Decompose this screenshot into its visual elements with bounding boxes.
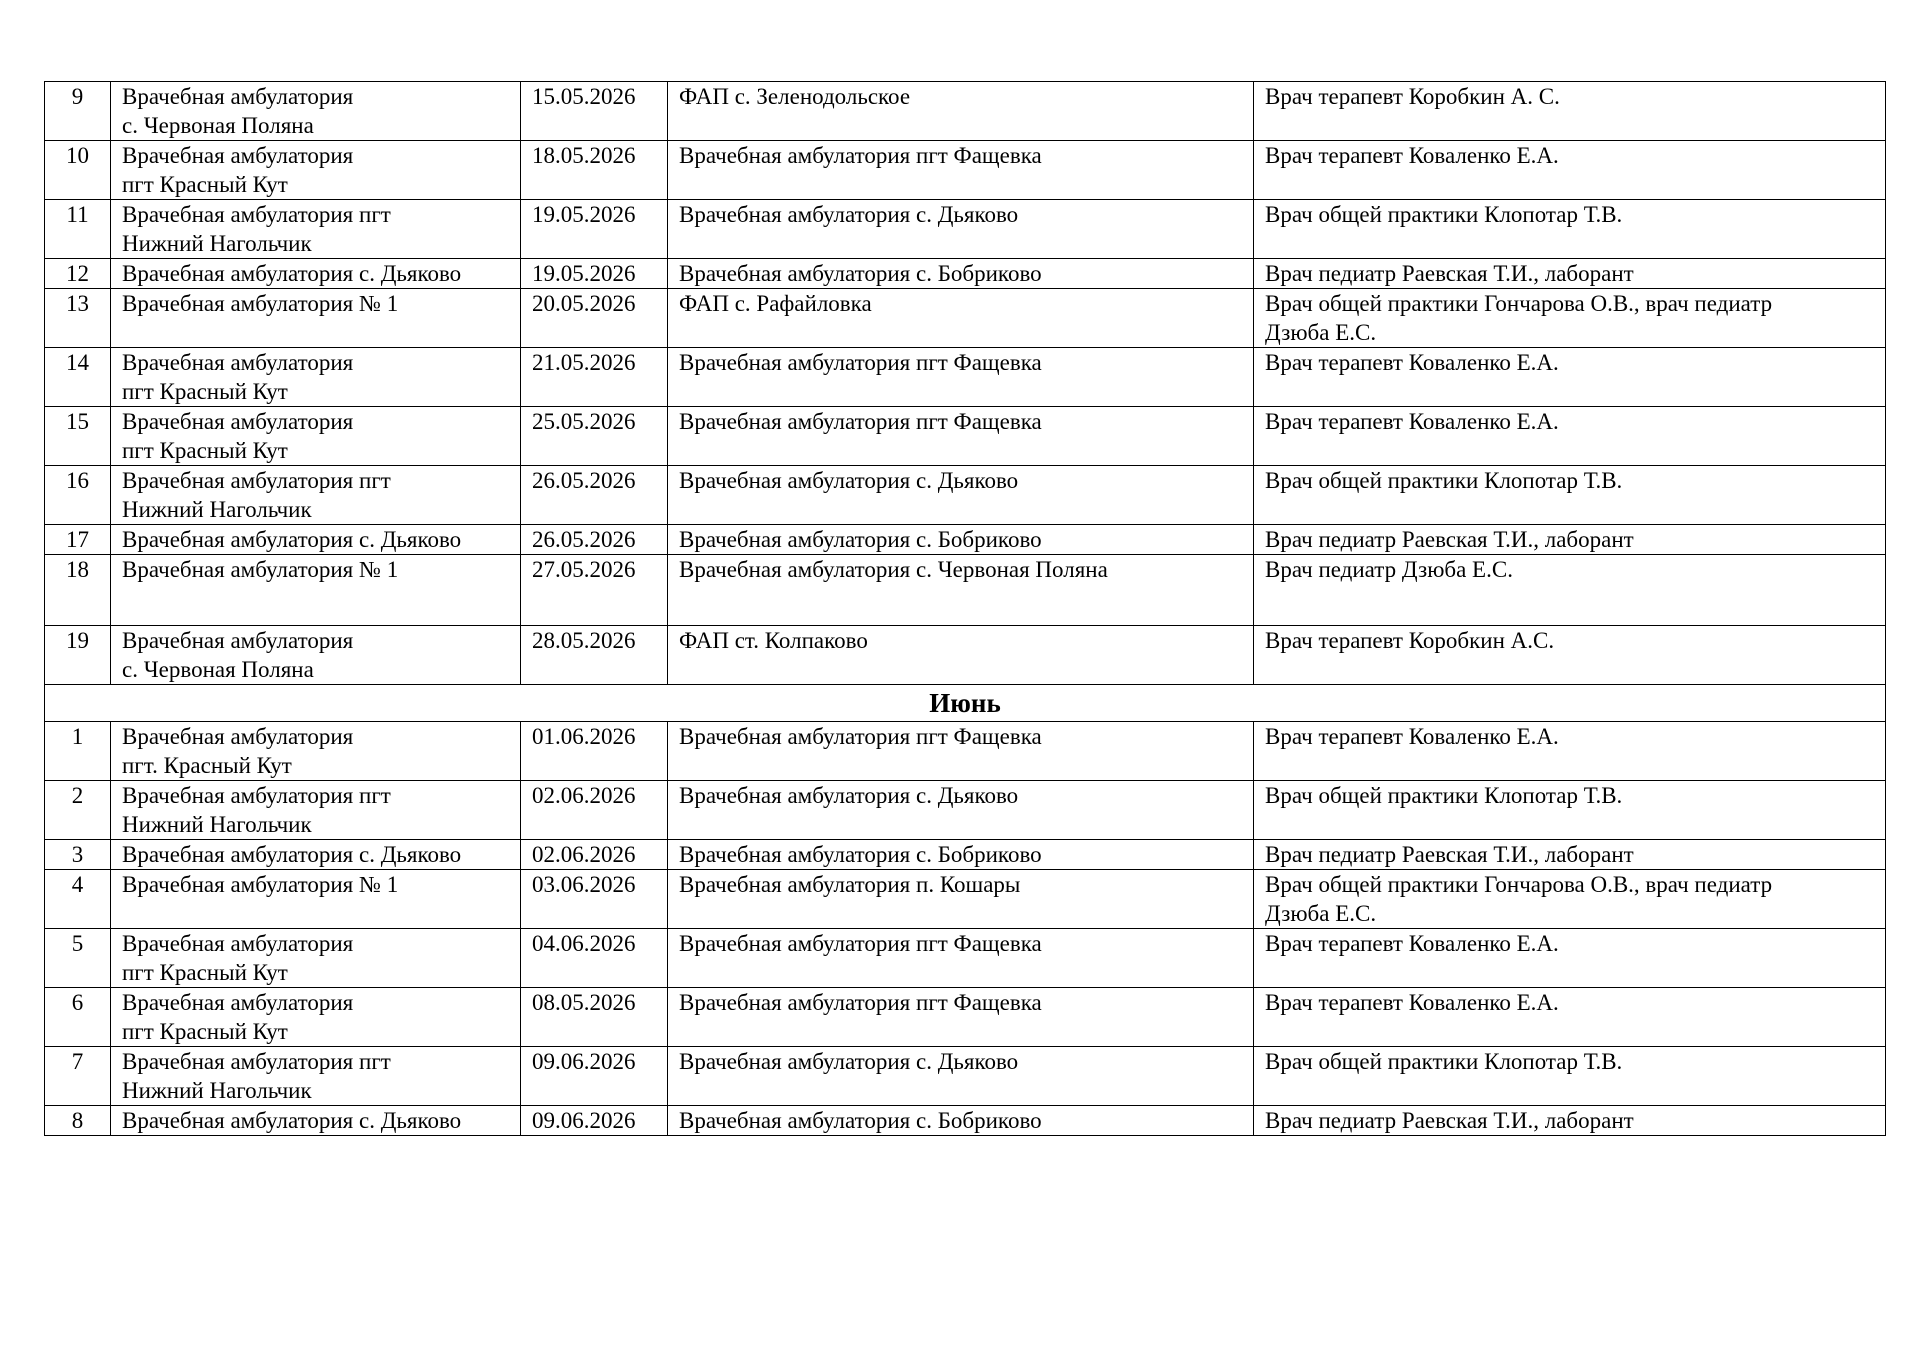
destination-cell: Врачебная амбулатория с. Бобриково xyxy=(668,525,1254,555)
visit-date-cell: 02.06.2026 xyxy=(521,840,668,870)
table-row xyxy=(45,626,1886,685)
staff-cell: Врач общей практики Клопотар Т.В. xyxy=(1254,466,1886,525)
schedule-table-body xyxy=(45,82,1886,1136)
schedule-table xyxy=(44,81,1886,1136)
visit-date-cell: 18.05.2026 xyxy=(521,141,668,200)
table-row xyxy=(45,259,1886,289)
staff-cell: Врач терапевт Коваленко Е.А. xyxy=(1254,407,1886,466)
visit-date-cell: 03.06.2026 xyxy=(521,870,668,929)
destination-cell: Врачебная амбулатория пгт Фащевка xyxy=(668,407,1254,466)
destination-cell: Врачебная амбулатория с. Бобриково xyxy=(668,259,1254,289)
table-row xyxy=(45,988,1886,1047)
destination-cell: ФАП с. Зеленодольское xyxy=(668,82,1254,141)
destination-cell: Врачебная амбулатория пгт Фащевка xyxy=(668,348,1254,407)
staff-cell: Врач педиатр Раевская Т.И., лаборант xyxy=(1254,1106,1886,1136)
destination-cell: Врачебная амбулатория с. Червоная Поляна xyxy=(668,555,1254,626)
visit-date-cell: 20.05.2026 xyxy=(521,289,668,348)
month-header-row xyxy=(45,685,1886,722)
row-number-cell: 1 xyxy=(45,722,111,781)
staff-cell: Врач терапевт Коваленко Е.А. xyxy=(1254,722,1886,781)
row-number-cell: 5 xyxy=(45,929,111,988)
sending-facility-cell: Врачебная амбулатория пгт Красный Кут xyxy=(111,929,521,988)
visit-date-cell: 26.05.2026 xyxy=(521,525,668,555)
row-number-cell: 2 xyxy=(45,781,111,840)
destination-cell: ФАП ст. Колпаково xyxy=(668,626,1254,685)
table-row xyxy=(45,929,1886,988)
visit-date-cell: 15.05.2026 xyxy=(521,82,668,141)
sending-facility-cell: Врачебная амбулатория пгт. Красный Кут xyxy=(111,722,521,781)
row-number-cell: 6 xyxy=(45,988,111,1047)
sending-facility-cell: Врачебная амбулатория пгт Красный Кут xyxy=(111,407,521,466)
staff-cell: Врач педиатр Дзюба Е.С. xyxy=(1254,555,1886,626)
month-title: Июнь xyxy=(45,685,1886,722)
sending-facility-cell: Врачебная амбулатория № 1 xyxy=(111,289,521,348)
visit-date-cell: 09.06.2026 xyxy=(521,1106,668,1136)
table-row xyxy=(45,141,1886,200)
visit-date-cell: 25.05.2026 xyxy=(521,407,668,466)
row-number-cell: 8 xyxy=(45,1106,111,1136)
table-row xyxy=(45,200,1886,259)
destination-cell: Врачебная амбулатория с. Бобриково xyxy=(668,840,1254,870)
visit-date-cell: 04.06.2026 xyxy=(521,929,668,988)
table-row xyxy=(45,555,1886,626)
visit-date-cell: 26.05.2026 xyxy=(521,466,668,525)
visit-date-cell: 01.06.2026 xyxy=(521,722,668,781)
destination-cell: Врачебная амбулатория пгт Фащевка xyxy=(668,988,1254,1047)
row-number-cell: 14 xyxy=(45,348,111,407)
visit-date-cell: 21.05.2026 xyxy=(521,348,668,407)
visit-date-cell: 08.05.2026 xyxy=(521,988,668,1047)
table-row xyxy=(45,870,1886,929)
sending-facility-cell: Врачебная амбулатория пгт Красный Кут xyxy=(111,988,521,1047)
sending-facility-cell: Врачебная амбулатория № 1 xyxy=(111,870,521,929)
row-number-cell: 19 xyxy=(45,626,111,685)
staff-cell: Врач общей практики Гончарова О.В., врач педиатр Дзюба Е.С. xyxy=(1254,870,1886,929)
row-number-cell: 3 xyxy=(45,840,111,870)
destination-cell: Врачебная амбулатория п. Кошары xyxy=(668,870,1254,929)
table-row xyxy=(45,525,1886,555)
row-number-cell: 18 xyxy=(45,555,111,626)
staff-cell: Врач терапевт Коваленко Е.А. xyxy=(1254,988,1886,1047)
staff-cell: Врач общей практики Клопотар Т.В. xyxy=(1254,200,1886,259)
destination-cell: Врачебная амбулатория пгт Фащевка xyxy=(668,141,1254,200)
table-row xyxy=(45,466,1886,525)
destination-cell: Врачебная амбулатория с. Дьяково xyxy=(668,781,1254,840)
row-number-cell: 17 xyxy=(45,525,111,555)
table-row xyxy=(45,289,1886,348)
sending-facility-cell: Врачебная амбулатория пгт Нижний Нагольчик xyxy=(111,466,521,525)
table-row xyxy=(45,407,1886,466)
visit-date-cell: 19.05.2026 xyxy=(521,200,668,259)
destination-cell: Врачебная амбулатория с. Дьяково xyxy=(668,466,1254,525)
sending-facility-cell: Врачебная амбулатория № 1 xyxy=(111,555,521,626)
row-number-cell: 11 xyxy=(45,200,111,259)
destination-cell: ФАП с. Рафайловка xyxy=(668,289,1254,348)
schedule-page xyxy=(44,81,1885,1136)
row-number-cell: 16 xyxy=(45,466,111,525)
visit-date-cell: 02.06.2026 xyxy=(521,781,668,840)
sending-facility-cell: Врачебная амбулатория с. Дьяково xyxy=(111,1106,521,1136)
visit-date-cell: 19.05.2026 xyxy=(521,259,668,289)
sending-facility-cell: Врачебная амбулатория пгт Нижний Нагольчик xyxy=(111,200,521,259)
visit-date-cell: 09.06.2026 xyxy=(521,1047,668,1106)
row-number-cell: 15 xyxy=(45,407,111,466)
sending-facility-cell: Врачебная амбулатория с. Дьяково xyxy=(111,259,521,289)
table-row xyxy=(45,348,1886,407)
row-number-cell: 4 xyxy=(45,870,111,929)
sending-facility-cell: Врачебная амбулатория пгт Красный Кут xyxy=(111,141,521,200)
staff-cell: Врач терапевт Коваленко Е.А. xyxy=(1254,929,1886,988)
sending-facility-cell: Врачебная амбулатория с. Дьяково xyxy=(111,840,521,870)
table-row xyxy=(45,82,1886,141)
staff-cell: Врач педиатр Раевская Т.И., лаборант xyxy=(1254,840,1886,870)
sending-facility-cell: Врачебная амбулатория пгт Красный Кут xyxy=(111,348,521,407)
staff-cell: Врач педиатр Раевская Т.И., лаборант xyxy=(1254,525,1886,555)
table-row xyxy=(45,722,1886,781)
destination-cell: Врачебная амбулатория пгт Фащевка xyxy=(668,722,1254,781)
destination-cell: Врачебная амбулатория пгт Фащевка xyxy=(668,929,1254,988)
destination-cell: Врачебная амбулатория с. Дьяково xyxy=(668,1047,1254,1106)
row-number-cell: 13 xyxy=(45,289,111,348)
staff-cell: Врач терапевт Коробкин А. С. xyxy=(1254,82,1886,141)
sending-facility-cell: Врачебная амбулатория пгт Нижний Нагольчик xyxy=(111,1047,521,1106)
visit-date-cell: 27.05.2026 xyxy=(521,555,668,626)
staff-cell: Врач терапевт Коробкин А.С. xyxy=(1254,626,1886,685)
staff-cell: Врач общей практики Клопотар Т.В. xyxy=(1254,1047,1886,1106)
staff-cell: Врач терапевт Коваленко Е.А. xyxy=(1254,141,1886,200)
staff-cell: Врач педиатр Раевская Т.И., лаборант xyxy=(1254,259,1886,289)
visit-date-cell: 28.05.2026 xyxy=(521,626,668,685)
destination-cell: Врачебная амбулатория с. Бобриково xyxy=(668,1106,1254,1136)
staff-cell: Врач общей практики Клопотар Т.В. xyxy=(1254,781,1886,840)
row-number-cell: 10 xyxy=(45,141,111,200)
destination-cell: Врачебная амбулатория с. Дьяково xyxy=(668,200,1254,259)
table-row xyxy=(45,1047,1886,1106)
sending-facility-cell: Врачебная амбулатория с. Червоная Поляна xyxy=(111,626,521,685)
row-number-cell: 12 xyxy=(45,259,111,289)
table-row xyxy=(45,840,1886,870)
sending-facility-cell: Врачебная амбулатория с. Дьяково xyxy=(111,525,521,555)
table-row xyxy=(45,781,1886,840)
staff-cell: Врач общей практики Гончарова О.В., врач педиатр Дзюба Е.С. xyxy=(1254,289,1886,348)
staff-cell: Врач терапевт Коваленко Е.А. xyxy=(1254,348,1886,407)
row-number-cell: 9 xyxy=(45,82,111,141)
row-number-cell: 7 xyxy=(45,1047,111,1106)
sending-facility-cell: Врачебная амбулатория с. Червоная Поляна xyxy=(111,82,521,141)
table-row xyxy=(45,1106,1886,1136)
sending-facility-cell: Врачебная амбулатория пгт Нижний Нагольчик xyxy=(111,781,521,840)
